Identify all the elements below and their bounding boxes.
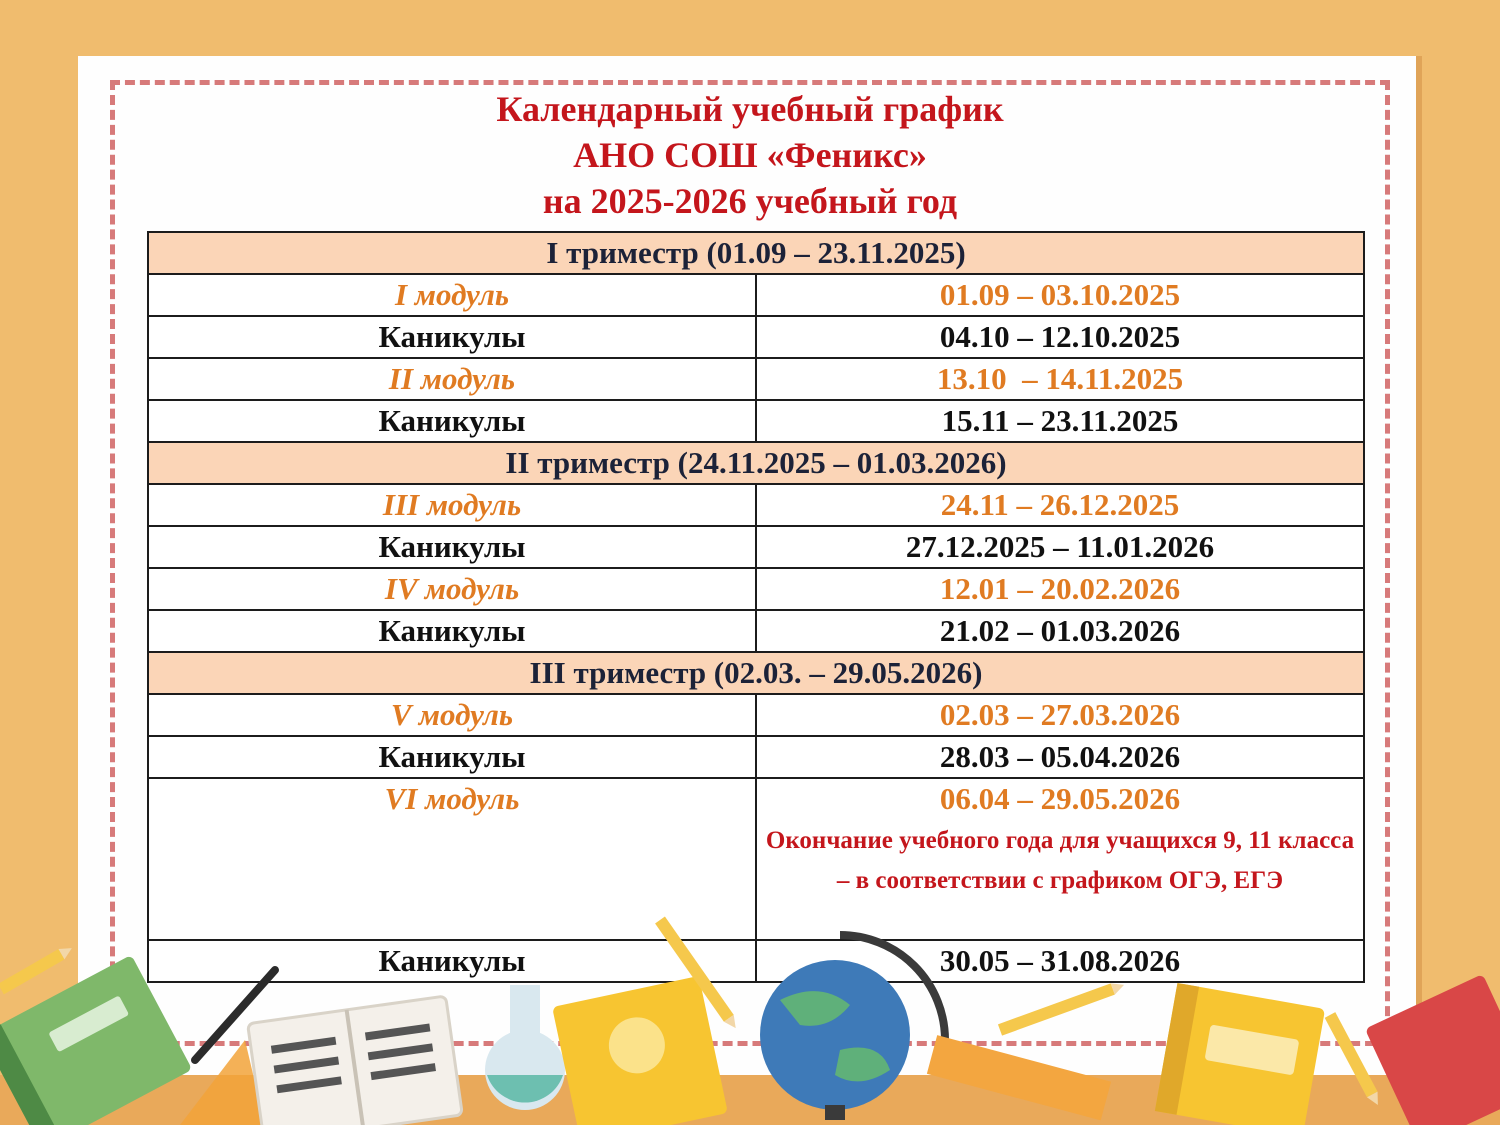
module-label: I модуль (148, 274, 756, 316)
end-of-year-note: Окончание учебного года для учащихся 9, 11 класса – в соответствии с графиком ОГЭ, ЕГЭ (765, 827, 1355, 894)
flask-icon (485, 985, 565, 1110)
trimester-label: I триместр (01.09 – 23.11.2025) (148, 232, 1364, 274)
module-dates: 24.11 – 26.12.2025 (756, 484, 1364, 526)
pencil-icon (998, 979, 1126, 1035)
module-dates: 06.04 – 29.05.2026 (939, 781, 1181, 816)
holiday-dates: 30.05 – 31.08.2026 (756, 940, 1364, 982)
holiday-label: Каникулы (148, 940, 756, 982)
title-line-3: на 2025-2026 учебный год (542, 181, 958, 221)
trimester-label: III триместр (02.03. – 29.05.2026) (148, 652, 1364, 694)
holiday-label: Каникулы (148, 526, 756, 568)
holiday-label: Каникулы (148, 316, 756, 358)
holiday-label: Каникулы (148, 400, 756, 442)
holiday-dates: 15.11 – 23.11.2025 (756, 400, 1364, 442)
holiday-dates: 04.10 – 12.10.2025 (756, 316, 1364, 358)
module-label: III модуль (148, 484, 756, 526)
yellow-notebook-icon (1155, 983, 1325, 1125)
module-label: V модуль (148, 694, 756, 736)
module-dates: 12.01 – 20.02.2026 (756, 568, 1364, 610)
holiday-dates: 27.12.2025 – 11.01.2026 (756, 526, 1364, 568)
module-dates: 02.03 – 27.03.2026 (756, 694, 1364, 736)
open-book-icon (248, 996, 463, 1125)
holiday-label: Каникулы (148, 610, 756, 652)
module-dates: 01.09 – 03.10.2025 (756, 274, 1364, 316)
trimester-label: II триместр (24.11.2025 – 01.03.2026) (148, 442, 1364, 484)
module-label: II модуль (148, 358, 756, 400)
module-dates: 13.10 – 14.11.2025 (756, 358, 1364, 400)
pencil-icon (0, 943, 75, 994)
holiday-dates: 21.02 – 01.03.2026 (756, 610, 1364, 652)
module-label: VI модуль (148, 778, 756, 940)
holiday-label: Каникулы (148, 736, 756, 778)
title-line-1: Календарный учебный график (496, 89, 1004, 129)
module-label: IV модуль (148, 568, 756, 610)
holiday-dates: 28.03 – 05.04.2026 (756, 736, 1364, 778)
title-line-2: АНО СОШ «Феникс» (573, 135, 927, 175)
yellow-book-icon (552, 976, 728, 1125)
